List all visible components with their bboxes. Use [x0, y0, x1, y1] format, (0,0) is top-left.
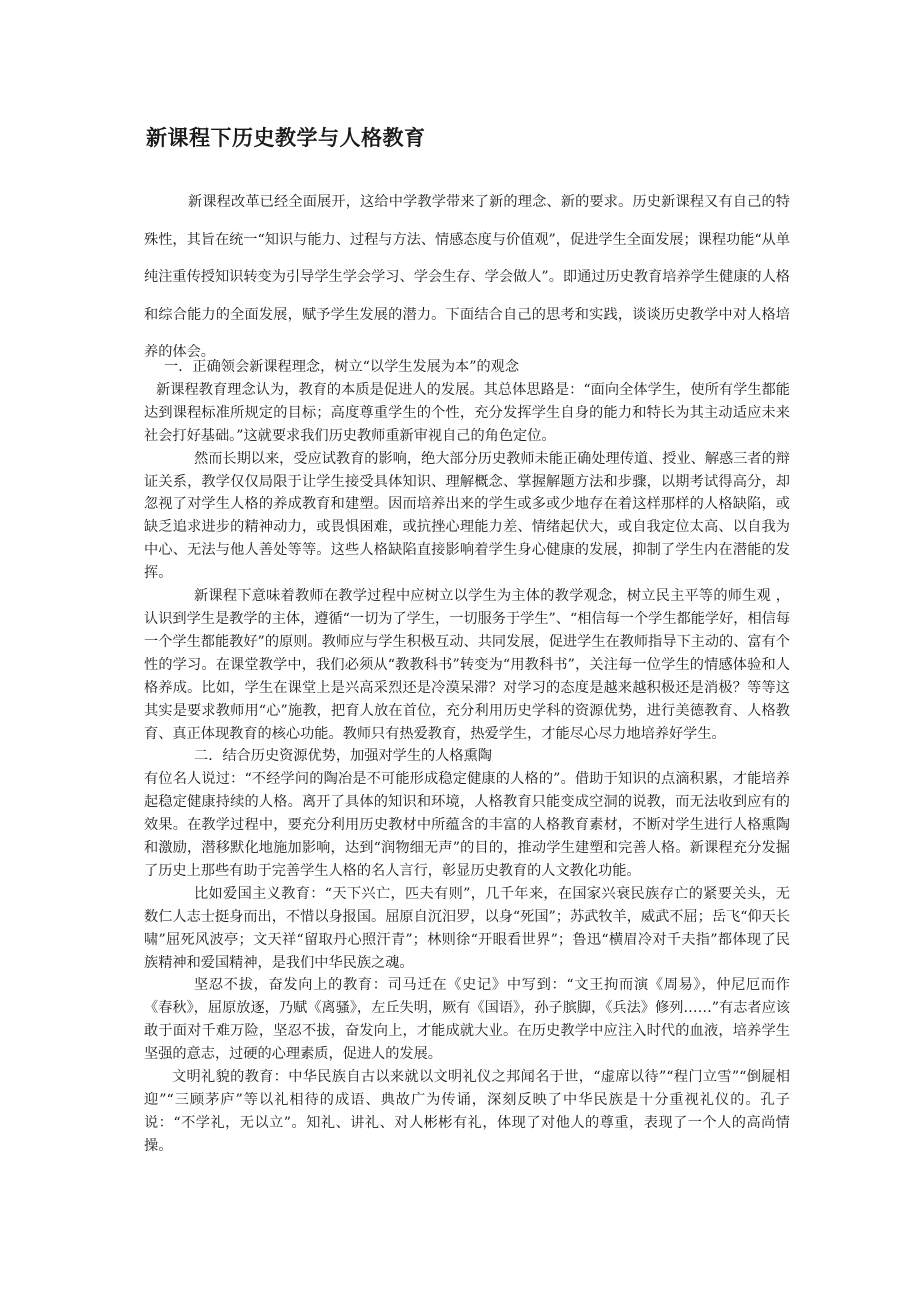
- document-title: 新课程下历史教学与人格教育: [146, 125, 426, 150]
- section1-paragraph-1: 新课程教育理念认为，教育的本质是促进人的发展。其总体思路是：“面向全体学生，使所有学生都能达到课程标准所规定的目标；高度尊重学生的个性，充分发挥学生自身的能力和特长为其主动适应未来社会打好基础。”这就要求我们历史教师重新审视自己的角色定位。: [144, 381, 790, 444]
- section1-paragraph-2: 然而长期以来，受应试教育的影响，绝大部分历史教师未能正确处理传道、授业、解惑三者的辩证关系，教学仅仅局限于让学生接受具体知识、理解概念、掌握解题方法和步骤，以期考试得高分，却忽视了对学生人格的养成教育和建塑。因而培养出来的学生或多或少地存在着这样那样的人格缺陷，或缺乏追求进步的精神动力，或畏惧困难，或抗挫心理能力差、情绪起伏大，或自我定位太高、以自我为中心、无法与他人善处等等。这些人格缺陷直接影响着学生身心健康的发展，抑制了学生内在潜能的发挥。: [144, 450, 790, 582]
- section1-paragraph-3: 新课程下意味着教师在教学过程中应树立以学生为主体的教学观念，树立民主平等的师生观 ，认识到学生是教学的主体，遵循“一切为了学生，一切服务于学生”、“相信每一个学生都能学好，相信每一个学生都能教好”的原则。教师应与学生积极互动、共同发展，促进学生在教师指导下主动的、富有个性的学习。在课堂教学中，我们必须从“教教科书”转变为“用教科书”，关注每一位学生的情感体验和人格养成。比如，学生在课堂上是兴高采烈还是冷漠呆滞？对学习的态度是越来越积极还是消极？等等这其实是要求教师用“心”施教，把育人放在首位，充分利用历史学科的资源优势，进行美德教育、人格教育、真正体现教育的核心功能。教师只有热爱教育，热爱学生，才能尽心尽力地培养好学生。: [144, 588, 791, 742]
- intro-section: [144, 184, 790, 372]
- intro-paragraph: 新课程改革已经全面展开，这给中学教学带来了新的理念、新的要求。历史新课程又有自己的特殊性，其旨在统一“知识与能力、过程与方法、情感态度与价值观”，促进学生全面发展；课程功能“从单纯注重传授知识转变为引导学生学会学习、学会生存、学会做人”。即通过历史教育培养学生健康的人格和综合能力的全面发展，赋予学生发展的潜力。下面结合自己的思考和实践，谈谈历史教学中对人格培养的体会。: [144, 194, 791, 360]
- section2-heading: 二．结合历史资源优势，加强对学生的人格熏陶: [194, 748, 492, 765]
- section2-paragraph-4: 文明礼貌的教育：中华民族自古以来就以文明礼仪之邦闻名于世，“虚席以待”“程门立雪”“倒屣相迎”“三顾茅庐”等以礼相待的成语、典故广为传诵，深刻反映了中华民族是十分重视礼仪的。孔子说：“不学礼，无以立”。知礼、讲礼、对人彬彬有礼，体现了对他人的尊重，表现了一个人的高尚情操。: [144, 1069, 790, 1154]
- section1-heading: 一．正确领会新课程理念，树立“以学生发展为本”的观念: [164, 359, 520, 375]
- section2-paragraph-1: 有位名人说过：“不经学问的陶冶是不可能形成稳定健康的人格的”。借助于知识的点滴积累，才能培养起稳定健康持续的人格。离开了具体的知识和环境，人格教育只能变成空洞的说教，而无法收到应有的效果。在教学过程中，要充分利用历史教材中所蕴含的丰富的人格教育素材，不断对学生进行人格熏陶和激励，潜移默化地施加影响，达到“润物细无声”的目的，推动学生建塑和完善人格。新课程充分发掘了历史上那些有助于完善学生人格的名人言行，彰显历史教育的人文教化功能。: [144, 771, 790, 879]
- section2-paragraph-2: 比如爱国主义教育：“天下兴亡，匹夫有则”，几千年来，在国家兴衰民族存亡的紧要关头，无数仁人志士挺身而出，不惜以身报国。屈原自沉汨罗，以身“死国”；苏武牧羊，威武不屈；岳飞“仰天长啸”屈死风波亭；文天祥“留取丹心照汗青”；林则徐“开眼看世界”；鲁迅“横眉冷对千夫指”都体现了民族精神和爱国精神，是我们中华民族之魂。: [144, 885, 791, 971]
- section2-paragraph-3: 坚忍不拔，奋发向上的教育：司马迁在《史记》中写到：“文王拘而演《周易》，仲尼厄而作《春秋》，屈原放逐，乃赋《离骚》，左丘失明，厥有《国语》，孙子膑脚，《兵法》修列……”有志者应该敢于面对千难万险，坚忍不拔，奋发向上，才能成就大业。在历史教学中应注入时代的血液，培养学生坚强的意志，过硬的心理素质，促进人的发展。: [144, 977, 790, 1063]
- document-body: [144, 356, 790, 1158]
